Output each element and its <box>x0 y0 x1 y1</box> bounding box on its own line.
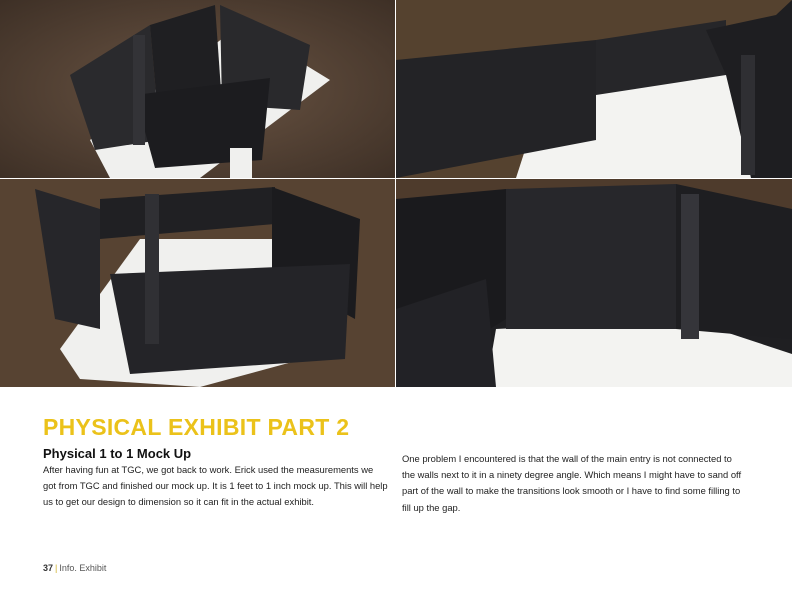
footer-section-label: Info. Exhibit <box>59 563 107 573</box>
section-subtitle: Physical 1 to 1 Mock Up <box>43 446 192 461</box>
photo-mockup-interior-corner <box>396 179 792 387</box>
photo-mockup-overview-angle <box>0 179 395 387</box>
page-number: 37 <box>43 563 54 573</box>
photo-mockup-interior-left <box>396 0 792 178</box>
body-paragraph-right: One problem I encountered is that the wall of the main entry is not connected to the walls next to it in a ninety degree angle. Which means I might have to sand off part of the wall to make the transitions look smooth or I have to find some filling to fill up the gap. <box>402 453 742 513</box>
footer-separator: | <box>55 563 58 573</box>
page-title: PHYSICAL EXHIBIT PART 2 <box>43 414 350 440</box>
page-footer <box>43 563 106 573</box>
body-paragraph-left: After having fun at TGC, we got back to work. Erick used the measurements we got from TGC and finished our mock up. It is 1 feet to 1 inch mock up. This will help us to get our design to dimension so it can fit in the actual exhibit. <box>43 464 388 508</box>
photo-mockup-overview-front <box>0 0 395 178</box>
